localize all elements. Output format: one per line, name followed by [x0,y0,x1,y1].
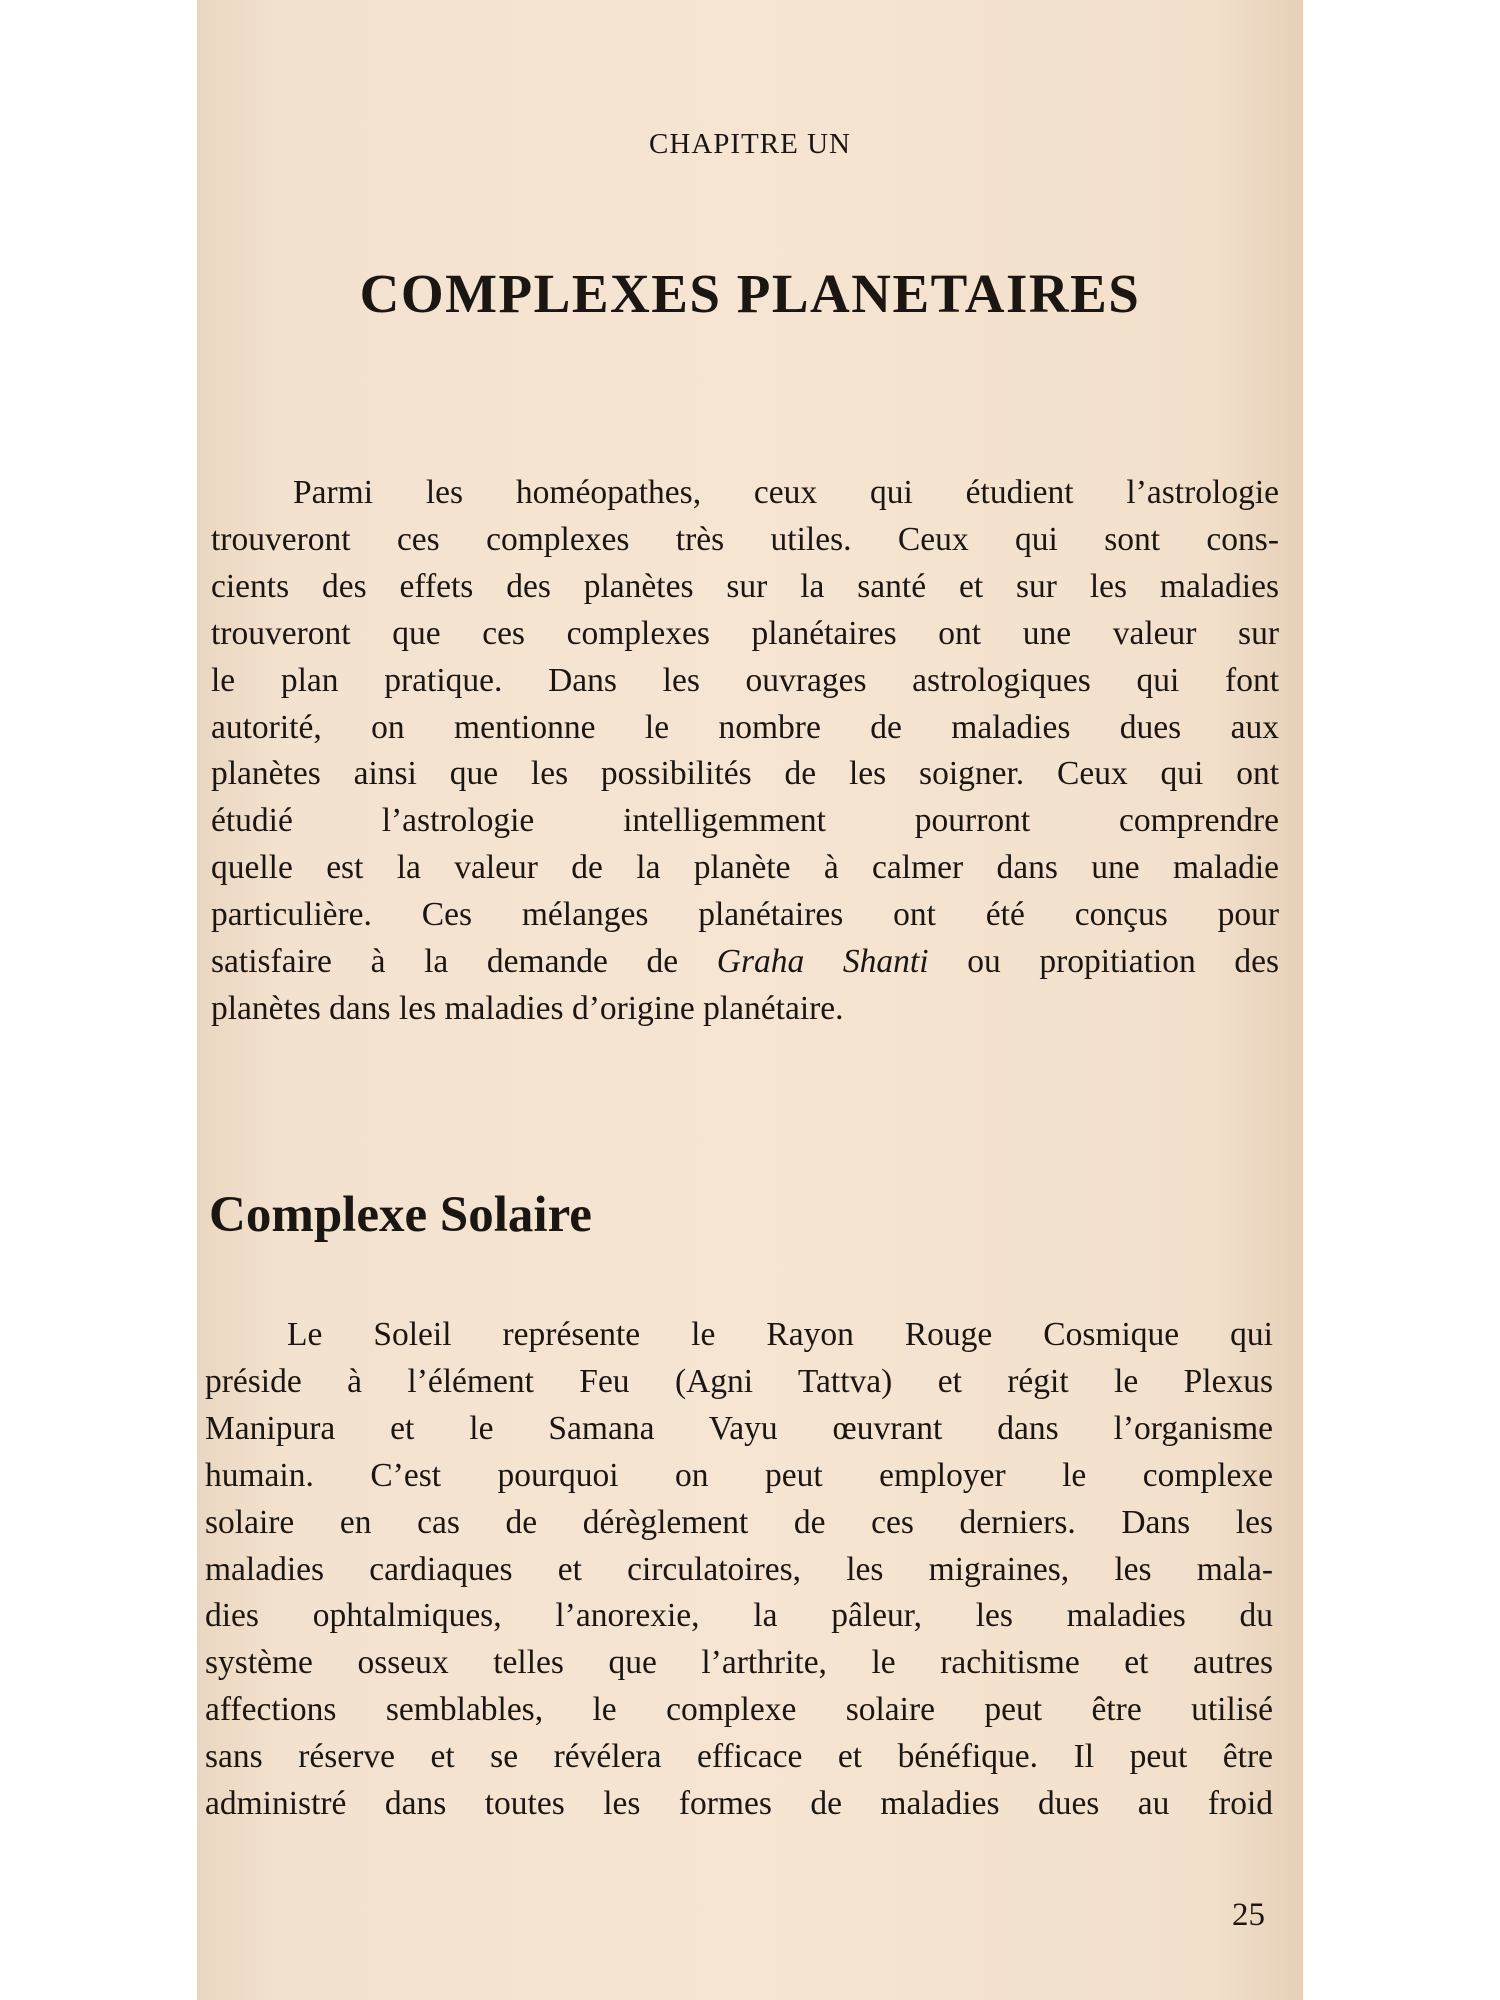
text-line: administré dans toutes les formes de maladies dues au froid [205,1785,1273,1823]
text-line: étudié l’astrologie intelligemment pourront comprendre [211,802,1279,840]
graha-shanti-term: Graha Shanti [716,943,929,981]
text-line: planètes dans les maladies d’origine planétaire. [211,989,844,1027]
text-line: système osseux telles que l’arthrite, le rachitisme et autres [205,1644,1273,1682]
text-line: Parmi les homéopathes, ceux qui étudient l’astrologie [293,474,1279,511]
text-line [211,939,1279,986]
text-line: particulière. Ces mélanges planétaires ont été conçus pour [211,896,1279,934]
text-line: trouveront que ces complexes planétaires ont une valeur sur [211,614,1279,652]
text-line: trouveront ces complexes très utiles. Ceux qui sont cons- [211,520,1279,558]
text-line: affections semblables, le complexe solaire peut être utilisé [205,1691,1273,1729]
text-run: ou propitiation des [928,943,1280,981]
text-line: maladies cardiaques et circulatoires, les migraines, les mala- [205,1550,1273,1588]
text-line: planètes ainsi que les possibilités de les soigner. Ceux qui ont [211,755,1279,793]
text-line: Le Soleil représente le Rayon Rouge Cosmique qui [287,1316,1273,1353]
text-line: préside à l’élément Feu (Agni Tattva) et régit le Plexus [205,1362,1273,1400]
chapter-label: CHAPITRE UN [649,128,851,160]
text-line: humain. C’est pourquoi on peut employer le complexe [205,1456,1273,1494]
text-line: sans réserve et se révélera efficace et bénéfique. Il peut être [205,1738,1273,1776]
intro-paragraph [211,470,1279,1033]
text-run: satisfaire à la demande de [211,943,717,981]
book-page [197,0,1303,2000]
text-line: cients des effets des planètes sur la santé et sur les maladies [211,567,1279,605]
text-line: Manipura et le Samana Vayu œuvrant dans l’organisme [205,1409,1273,1447]
text-line: quelle est la valeur de la planète à calmer dans une maladie [211,849,1279,887]
text-line: solaire en cas de dérèglement de ces derniers. Dans les [205,1503,1273,1541]
section-heading: Complexe Solaire [209,1187,592,1243]
text-line: autorité, on mentionne le nombre de maladies dues aux [211,708,1279,746]
text-line: dies ophtalmiques, l’anorexie, la pâleur, les maladies du [205,1597,1273,1635]
page-number: 25 [1232,1897,1265,1933]
chapter-title: COMPLEXES PLANETAIRES [359,263,1141,324]
text-line: le plan pratique. Dans les ouvrages astrologiques qui font [211,661,1279,699]
section-paragraph [205,1312,1273,1828]
